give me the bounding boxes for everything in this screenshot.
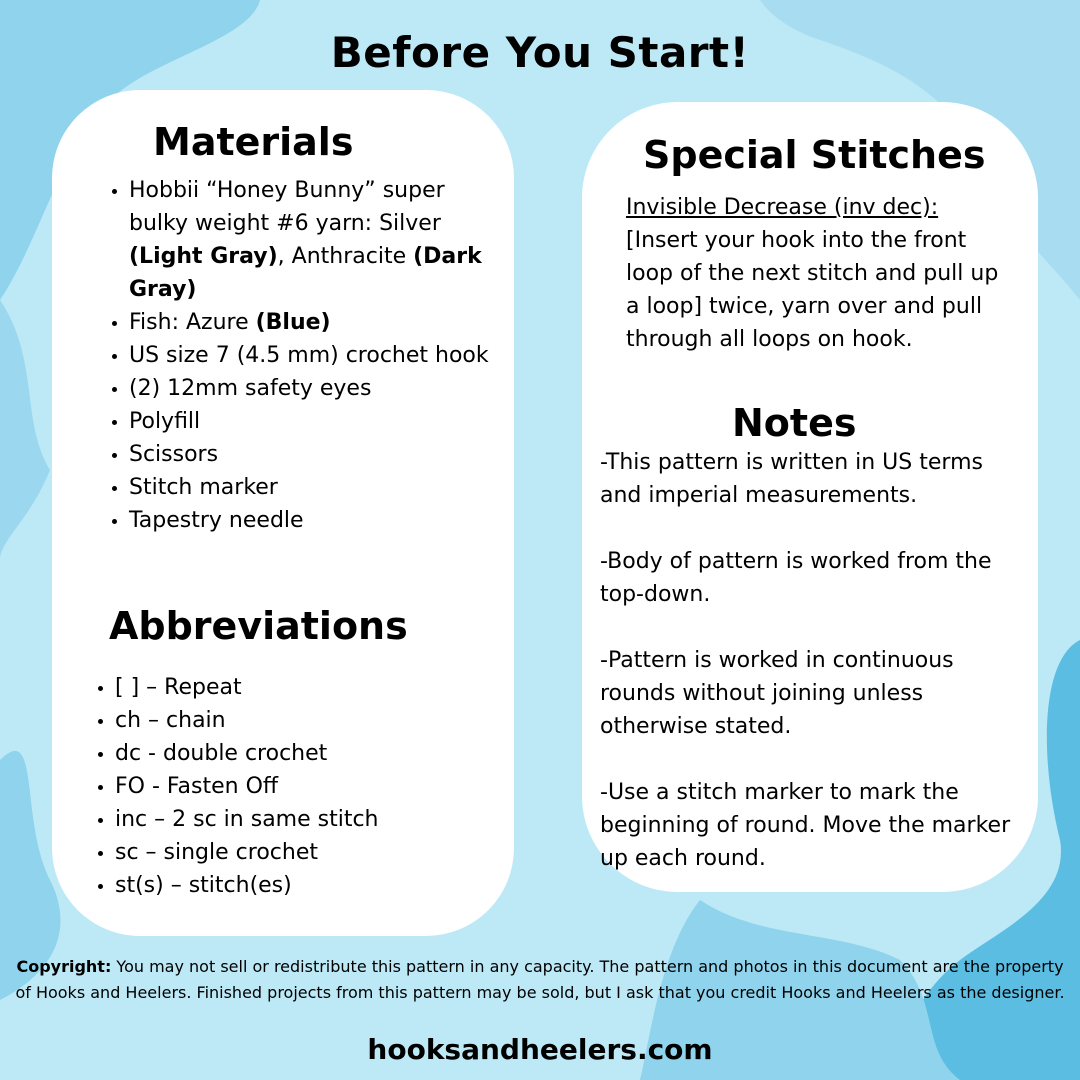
list-item: FO - Fasten Off (115, 770, 495, 803)
abbreviations-heading: Abbreviations (109, 604, 408, 648)
list-item: dc - double crochet (115, 737, 495, 770)
copyright-text: You may not sell or redistribute this pattern in any capacity. The pattern and photos in this document are the property of Hooks and Heelers. Finished projects from this pattern may be sold, but I ask that you credit Hooks and Heelers as the designer. (15, 957, 1065, 1002)
stitch-instructions: [Insert your hook into the front loop of the next stitch and pull up a loop] twice, yarn over and pull through all loops on hook. (626, 228, 999, 352)
abbreviations-list (115, 671, 495, 902)
list-item: Scissors (129, 438, 489, 471)
list-item: [ ] – Repeat (115, 671, 495, 704)
materials-list (129, 174, 489, 537)
list-item: Tapestry needle (129, 504, 489, 537)
list-item: Hobbii “Honey Bunny” super bulky weight #6 yarn: Silver (Light Gray), Anthracite (Dark Gray) (129, 174, 489, 306)
blob-left (0, 300, 50, 560)
list-item: Stitch marker (129, 471, 489, 504)
special-stitches-heading: Special Stitches (643, 133, 986, 177)
special-stitch-description (626, 191, 1018, 356)
list-item: US size 7 (4.5 mm) crochet hook (129, 339, 489, 372)
copyright-notice (10, 954, 1070, 1006)
note-item: -This pattern is written in US terms and imperial measurements. (600, 450, 983, 508)
list-item: (2) 12mm safety eyes (129, 372, 489, 405)
list-item: st(s) – stitch(es) (115, 869, 495, 902)
website-link[interactable]: hooksandheelers.com (367, 1033, 713, 1066)
page-title: Before You Start! (330, 28, 750, 77)
notes-list (600, 446, 1020, 908)
note-item: -Use a stitch marker to mark the beginning of round. Move the marker up each round. (600, 780, 1011, 871)
list-item: Polyfill (129, 405, 489, 438)
note-item: -Body of pattern is worked from the top-down. (600, 549, 992, 607)
list-item: inc – 2 sc in same stitch (115, 803, 495, 836)
list-item: ch – chain (115, 704, 495, 737)
note-item: -Pattern is worked in continuous rounds without joining unless otherwise stated. (600, 648, 954, 739)
list-item: Fish: Azure (Blue) (129, 306, 489, 339)
copyright-label: Copyright: (16, 957, 112, 976)
notes-heading: Notes (732, 401, 857, 445)
stitch-name: Invisible Decrease (inv dec): (626, 195, 939, 220)
list-item: sc – single crochet (115, 836, 495, 869)
materials-heading: Materials (153, 120, 354, 164)
